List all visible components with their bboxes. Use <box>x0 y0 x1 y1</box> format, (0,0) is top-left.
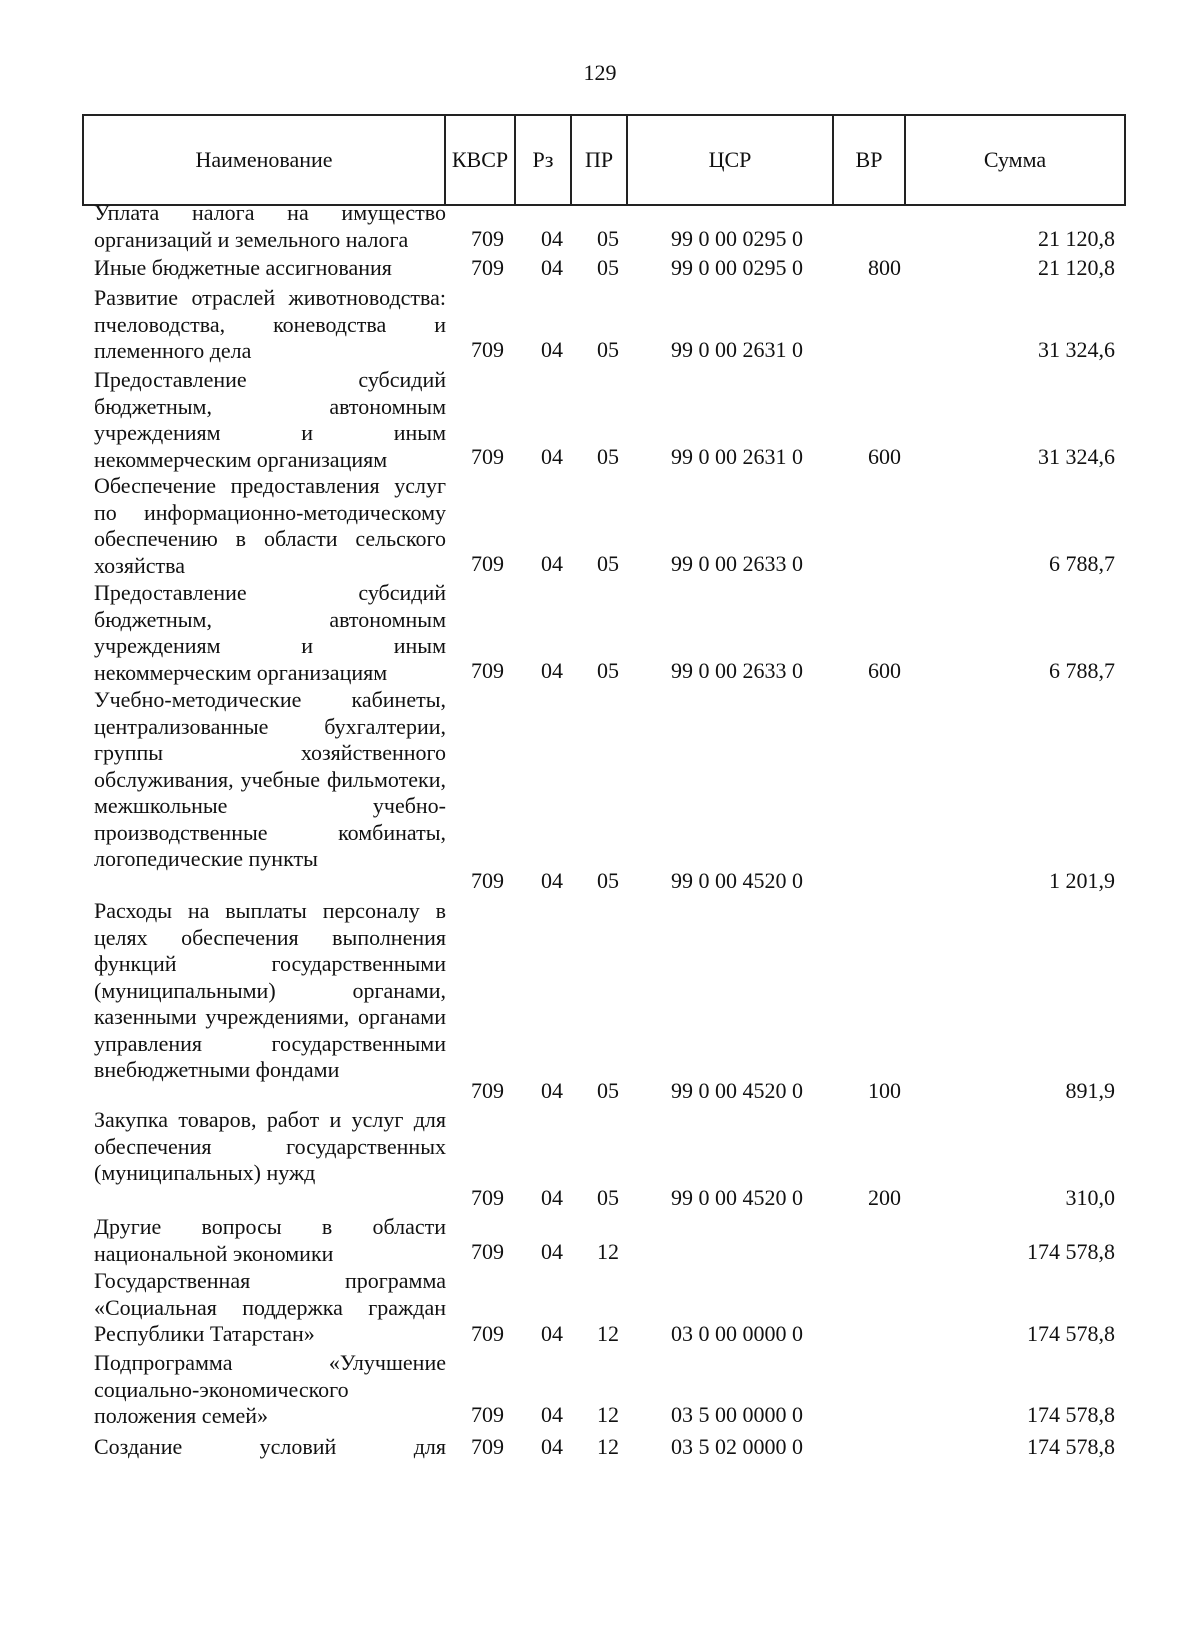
table-row <box>0 1107 1200 1211</box>
row-vr: 800 <box>868 254 901 280</box>
row-sum: 891,9 <box>1065 1077 1115 1103</box>
row-pr: 12 <box>597 1320 619 1346</box>
row-kvsr: 709 <box>471 550 504 576</box>
row-kvsr: 709 <box>471 1184 504 1210</box>
table-row <box>0 1268 1200 1347</box>
row-kvsr: 709 <box>471 225 504 251</box>
row-rz: 04 <box>541 657 563 683</box>
table-row <box>0 687 1200 894</box>
row-csr: 99 0 00 2631 0 <box>671 443 803 469</box>
row-name: Закупка товаров, работ и услуг для обеспечения государственных (муниципальных) нужд <box>94 1107 446 1185</box>
row-csr: 03 5 00 0000 0 <box>671 1401 803 1427</box>
row-pr: 05 <box>597 867 619 893</box>
table-row <box>0 580 1200 684</box>
row-kvsr: 709 <box>471 336 504 362</box>
row-rz: 04 <box>541 867 563 893</box>
row-vr: 100 <box>868 1077 901 1103</box>
row-pr: 05 <box>597 254 619 280</box>
row-sum: 21 120,8 <box>1038 225 1115 251</box>
row-sum: 31 324,6 <box>1038 443 1115 469</box>
row-pr: 05 <box>597 1184 619 1210</box>
row-csr: 99 0 00 0295 0 <box>671 254 803 280</box>
row-pr: 05 <box>597 1077 619 1103</box>
row-sum: 21 120,8 <box>1038 254 1115 280</box>
table-row <box>0 1350 1200 1428</box>
row-csr: 99 0 00 4520 0 <box>671 867 803 893</box>
row-sum: 174 578,8 <box>1027 1401 1115 1427</box>
header-sum: Сумма <box>905 115 1125 205</box>
row-kvsr: 709 <box>471 1320 504 1346</box>
row-pr: 12 <box>597 1401 619 1427</box>
row-pr: 05 <box>597 336 619 362</box>
table-row <box>0 285 1200 363</box>
row-name: Создание условий для <box>94 1434 446 1459</box>
table-row <box>0 367 1200 470</box>
row-rz: 04 <box>541 1401 563 1427</box>
table-row <box>0 473 1200 577</box>
row-csr: 99 0 00 0295 0 <box>671 225 803 251</box>
row-name: Иные бюджетные ассигнования <box>94 255 392 280</box>
row-csr: 99 0 00 2633 0 <box>671 550 803 576</box>
row-csr: 99 0 00 2633 0 <box>671 657 803 683</box>
row-name: Государственная программа «Социальная поддержка граждан Республики Татарстан» <box>94 1268 446 1346</box>
table-row <box>0 200 1200 252</box>
row-name: Развитие отраслей животноводства: пчеловодства, коневодства и племенного дела <box>94 285 446 363</box>
row-pr: 12 <box>597 1433 619 1459</box>
table-row <box>0 1434 1200 1460</box>
table-row <box>0 1214 1200 1265</box>
row-sum: 1 201,9 <box>1049 867 1115 893</box>
header-rz: Рз <box>515 115 571 205</box>
row-sum: 31 324,6 <box>1038 336 1115 362</box>
row-rz: 04 <box>541 1238 563 1264</box>
row-sum: 6 788,7 <box>1049 550 1115 576</box>
header-pr: ПР <box>571 115 627 205</box>
table-row <box>0 255 1200 281</box>
row-rz: 04 <box>541 254 563 280</box>
page-number: 129 <box>583 60 617 85</box>
row-pr: 05 <box>597 225 619 251</box>
row-sum: 310,0 <box>1065 1184 1115 1210</box>
header-vr: ВР <box>833 115 905 205</box>
row-vr: 600 <box>868 443 901 469</box>
header-kvsr: КВСР <box>445 115 515 205</box>
row-kvsr: 709 <box>471 1077 504 1103</box>
row-sum: 174 578,8 <box>1027 1238 1115 1264</box>
row-csr: 99 0 00 2631 0 <box>671 336 803 362</box>
row-pr: 12 <box>597 1238 619 1264</box>
row-sum: 6 788,7 <box>1049 657 1115 683</box>
row-kvsr: 709 <box>471 1401 504 1427</box>
row-name: Уплата налога на имущество организаций и земельного налога <box>94 200 446 252</box>
table-header <box>82 114 1126 206</box>
row-csr: 03 5 02 0000 0 <box>671 1433 803 1459</box>
row-rz: 04 <box>541 550 563 576</box>
row-rz: 04 <box>541 443 563 469</box>
row-rz: 04 <box>541 1320 563 1346</box>
header-csr: ЦСР <box>627 115 833 205</box>
row-sum: 174 578,8 <box>1027 1433 1115 1459</box>
row-kvsr: 709 <box>471 1433 504 1459</box>
row-kvsr: 709 <box>471 254 504 280</box>
row-kvsr: 709 <box>471 657 504 683</box>
row-pr: 05 <box>597 657 619 683</box>
row-vr: 200 <box>868 1184 901 1210</box>
row-kvsr: 709 <box>471 1238 504 1264</box>
row-vr: 600 <box>868 657 901 683</box>
row-name: Учебно-методические кабинеты, централизованные бухгалтерии, группы хозяйственного обслуживания, учебные фильмотеки, межшкольные учебно-производственные комбинаты, логопедические пункты <box>94 687 446 871</box>
row-rz: 04 <box>541 1433 563 1459</box>
table-row <box>0 898 1200 1104</box>
row-csr: 03 0 00 0000 0 <box>671 1320 803 1346</box>
row-rz: 04 <box>541 1184 563 1210</box>
row-name: Подпрограмма «Улучшение социально-экономического положения семей» <box>94 1350 446 1428</box>
row-name: Предоставление субсидий бюджетным, автономным учреждениям и иным некоммерческим организациям <box>94 580 446 685</box>
row-pr: 05 <box>597 550 619 576</box>
row-csr: 99 0 00 4520 0 <box>671 1077 803 1103</box>
row-rz: 04 <box>541 336 563 362</box>
row-csr: 99 0 00 4520 0 <box>671 1184 803 1210</box>
row-name: Обеспечение предоставления услуг по информационно-методическому обеспечению в области сельского хозяйства <box>94 473 446 578</box>
row-kvsr: 709 <box>471 443 504 469</box>
row-name: Предоставление субсидий бюджетным, автономным учреждениям и иным некоммерческим организациям <box>94 367 446 472</box>
row-kvsr: 709 <box>471 867 504 893</box>
row-pr: 05 <box>597 443 619 469</box>
row-name: Другие вопросы в области национальной экономики <box>94 1214 446 1266</box>
row-sum: 174 578,8 <box>1027 1320 1115 1346</box>
row-rz: 04 <box>541 225 563 251</box>
row-rz: 04 <box>541 1077 563 1103</box>
row-name: Расходы на выплаты персоналу в целях обеспечения выполнения функций государственными (муниципальными) органами, казенными учреждениями, органами управления государственными внебюджетными фондами <box>94 898 446 1082</box>
header-name: Наименование <box>83 115 445 205</box>
